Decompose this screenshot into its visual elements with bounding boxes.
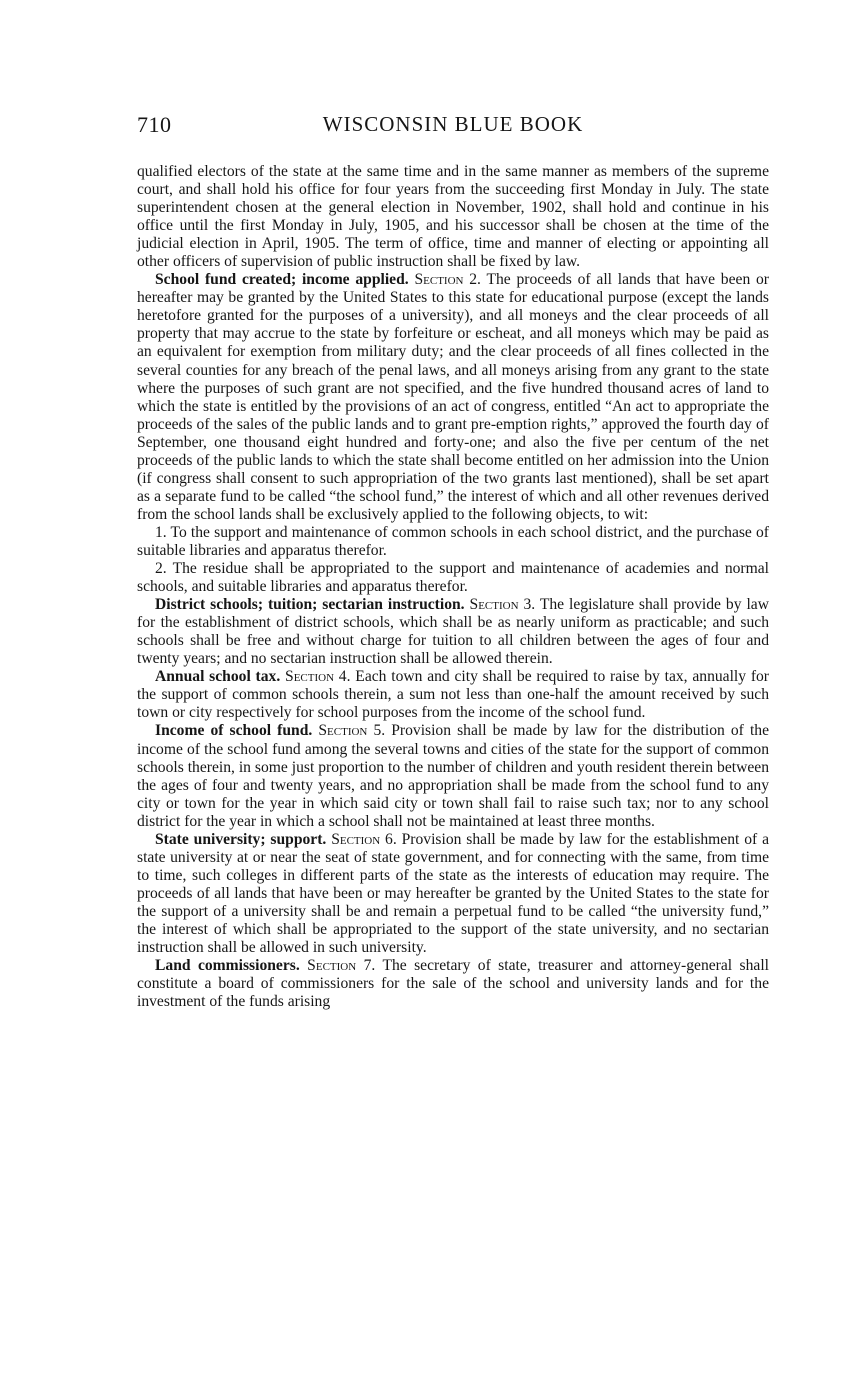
section-6-number: Section 6.	[331, 830, 397, 848]
section-2-paragraph	[137, 271, 769, 524]
section-6-text: Provision shall be made by law for the establishment of a state university at or near the seat of state government, and for connecting with the same, from time to time, such colleges in different parts of the state as the interests of education may require. The proceeds of all lands that have been or may hereafter be granted by the United States to the state for the support of a university shall be and remain a perpetual fund to be called “the university fund,” the interest of which shall be appropriated to the support of the state university, and no sectarian instruction shall be allowed in such university.	[137, 830, 770, 957]
section-2-item-2: 2. The residue shall be appropriated to the support and maintenance of academies and normal schools, and suitable libraries and apparatus therefor.	[137, 560, 769, 596]
section-5-number: Section 5.	[318, 722, 386, 740]
section-7-paragraph	[137, 957, 769, 1011]
page-header	[137, 112, 769, 142]
running-title: WISCONSIN BLUE BOOK	[322, 112, 584, 136]
page-number: 710	[137, 112, 172, 137]
section-4-paragraph	[137, 668, 769, 722]
section-2-heading: School fund created; income applied.	[155, 271, 409, 289]
section-5-paragraph	[137, 722, 769, 830]
section-7-text: The secretary of state, treasurer and attorney-general shall constitute a board of commissioners for the sale of the school and university lands and for the investment of the funds arising	[137, 957, 769, 1011]
section-2-number: Section 2.	[414, 271, 481, 289]
section-4-text: Each town and city shall be required to raise by tax, annually for the support of common schools therein, a sum not less than one-half the amount received by such town or city respectively for school purposes from the income of the school fund.	[137, 668, 770, 722]
paragraph-continuation: qualified electors of the state at the same time and in the same manner as members of the supreme court, and shall hold his office for four years from the succeeding first Monday in July. The state superintendent chosen at the general election in November, 1902, shall hold and continue in his office until the first Monday in July, 1905, and his successor shall be chosen at the time of the judicial election in April, 1905. The term of office, time and manner of electing or appointing all other officers of supervision of public instruction shall be fixed by law.	[137, 163, 769, 271]
section-5-heading: Income of school fund.	[155, 722, 313, 740]
section-6-heading: State university; support.	[155, 830, 327, 848]
section-6-paragraph	[137, 831, 769, 957]
section-4-heading: Annual school tax.	[155, 668, 281, 686]
section-2-item-1: 1. To the support and maintenance of common schools in each school district, and the purchase of suitable libraries and apparatus therefor.	[137, 523, 769, 559]
section-7-number: Section 7.	[307, 957, 376, 975]
section-3-paragraph	[137, 596, 769, 668]
section-5-text: Provision shall be made by law for the distribution of the income of the school fund among the several towns and cities of the state for the support of common schools therein, in some just proportion to the number of children and youth resident therein between the ages of four and twenty years, and no appropriation shall be made from the school fund to any city or town for the year in which said city or town shall fail to raise such tax; nor to any school district for the year in which a school shall not be maintained at least three months.	[137, 722, 770, 830]
section-4-number: Section 4.	[285, 668, 351, 686]
section-3-text: The legislature shall provide by law for the establishment of district schools, which shall be as nearly uniform as practicable; and such schools shall be free and without charge for tuition to all children between the ages of four and twenty years; and no sectarian instruction shall be allowed therein.	[137, 596, 769, 668]
body-text	[137, 163, 769, 1011]
section-2-text: The proceeds of all lands that have been or hereafter may be granted by the United States to this state for educational purpose (except the lands heretofore granted for the purposes of a university), and all moneys and the clear proceeds of all property that may accrue to the state by forfeiture or escheat, and all moneys which may be paid as an equivalent for exemption from military duty; and the clear proceeds of all fines collected in the several counties for any breach of the penal laws, and all moneys arising from any grant to the state where the purposes of such grant are not specified, and the five hundred thousand acres of land to which the state is entitled by the provisions of an act of congress, entitled “An act to appropriate the proceeds of the sales of the public lands and to grant pre-emption rights,” approved the fourth day of September, one thousand eight hundred and forty-one; and also the five per centum of the net proceeds of the public lands to which the state shall become entitled on her admission into the Union (if congress shall consent to such appropriation of the two grants last mentioned), shall be set apart as a separate fund to be called “the school fund,” the interest of which and all other revenues derived from the school lands shall be exclusively applied to the following objects, to wit:	[137, 271, 769, 523]
section-3-number: Section 3.	[469, 596, 536, 614]
section-3-heading: District schools; tuition; sectarian instruction.	[155, 596, 465, 614]
section-7-heading: Land commissioners.	[155, 957, 300, 975]
